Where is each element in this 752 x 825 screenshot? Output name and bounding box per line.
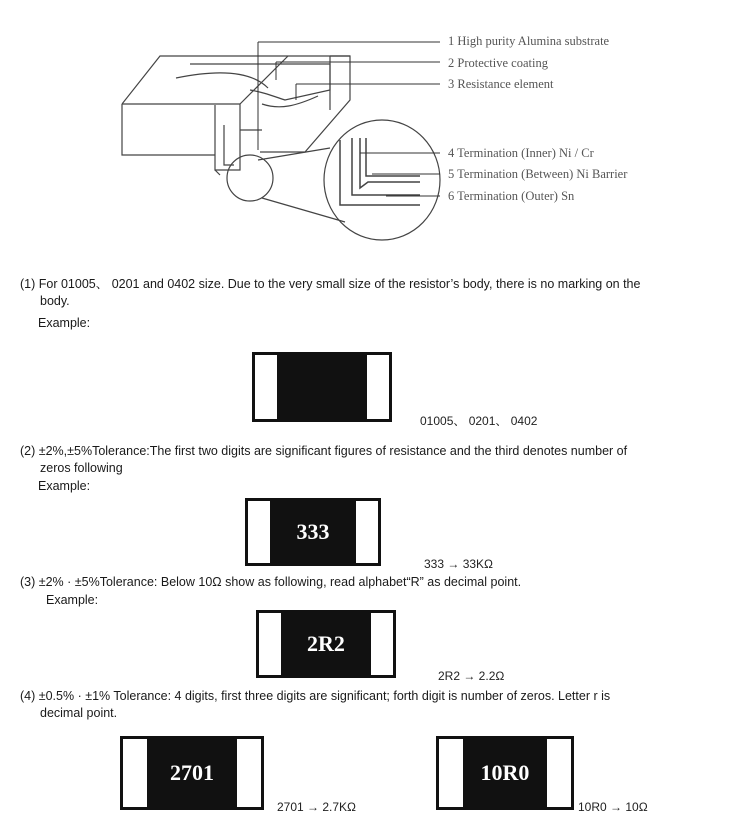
callout-1-substrate: 1 High purity Alumina substrate — [448, 34, 610, 48]
callout-4-termination-inner: 4 Termination (Inner) Ni / Cr — [448, 146, 594, 160]
section-2-text: (2) ±2%,±5%Tolerance:The first two digits are significant figures of resistance and the third denotes number of — [20, 444, 628, 458]
section-2-caption: 333 → 33KΩ — [424, 557, 494, 571]
section-3-example-label: Example: — [46, 593, 99, 607]
resistor-structure-diagram — [0, 0, 752, 250]
callout-5-termination-between: 5 Termination (Between) Ni Barrier — [448, 167, 628, 181]
callout-3-resistance-element: 3 Resistance element — [448, 77, 554, 91]
section-2-example-label: Example: — [38, 479, 91, 493]
chip-left-termination — [254, 354, 278, 420]
section-1-text: (1) For 01005、 0201 and 0402 size. Due to the very small size of the resistor’s body, there is no marking on the — [20, 277, 641, 291]
chip-marking-code: 10R0 — [480, 760, 530, 785]
section-3-caption: 2R2 → 2.2Ω — [438, 669, 505, 683]
section-4-text: (4) ±0.5% · ±1% Tolerance: 4 digits, first three digits are significant; forth digit is number of zeros. Letter r is — [20, 689, 611, 703]
unmarked-resistor-chip — [252, 352, 392, 422]
section-4-text-cont: decimal point. — [40, 706, 118, 720]
chip-right-termination — [366, 354, 390, 420]
resistor-chip-2r2 — [256, 610, 396, 678]
section-4-caption-a: 2701 → 2.7KΩ — [277, 800, 357, 814]
section-1-example-label: Example: — [38, 316, 91, 330]
resistor-chip-2701 — [120, 736, 264, 810]
callout-2-protective-coating: 2 Protective coating — [448, 56, 548, 70]
section-2-text-cont: zeros following — [40, 461, 123, 475]
chip-marking-code: 2701 — [170, 760, 214, 785]
callout-6-termination-outer: 6 Termination (Outer) Sn — [448, 189, 575, 203]
resistor-chip-333 — [245, 498, 381, 566]
section-4-caption-b: 10R0 → 10Ω — [578, 800, 648, 814]
chip-marking-code: 2R2 — [307, 631, 345, 656]
section-1-caption: 01005、 0201、 0402 — [420, 414, 538, 428]
chip-marking-code: 333 — [296, 519, 330, 544]
section-1-text-cont: body. — [40, 294, 70, 308]
section-3-text: (3) ±2% · ±5%Tolerance: Below 10Ω show as following, read alphabet“R” as decimal point. — [20, 575, 522, 589]
resistor-chip-10r0 — [436, 736, 574, 810]
